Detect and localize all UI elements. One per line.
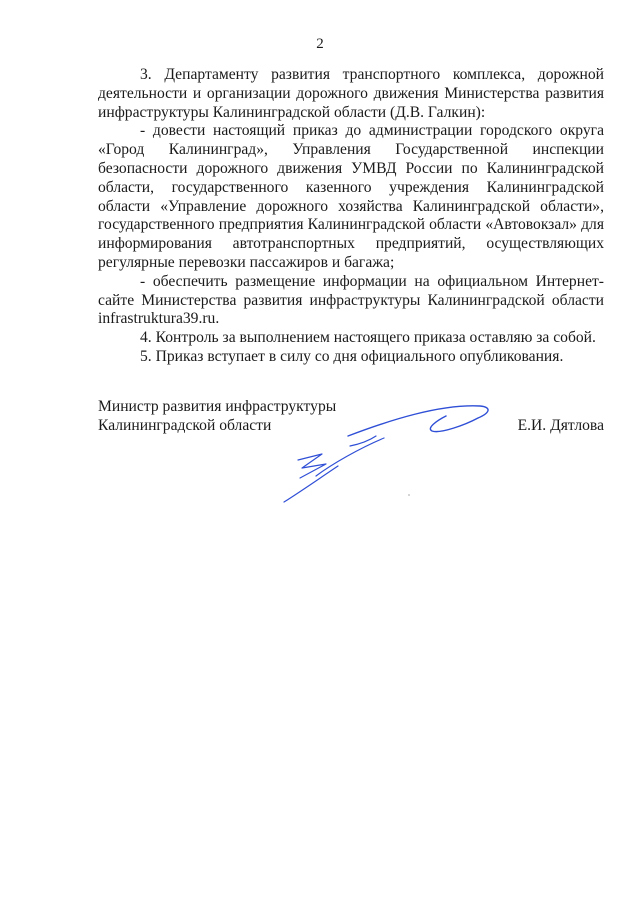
signer-title-line-2: Калининградской области [98,416,272,434]
handwritten-signature [280,398,495,510]
signer-name: Е.И. Дятлова [517,416,604,434]
signer-title-line-1: Министр развития инфраструктуры [98,398,337,415]
scan-speck [408,494,410,496]
paragraph-3-bullet-1: - довести настоящий приказ до администрации городского округа «Город Калининград», Управления Государственной инспекции безопасности дорожного движения УМВД России по Калининградской области, государственного казенного учреждения Калининградской области «Управление дорожного хозяйства Калининградской области», государственного предприятия Калининградской области «Автовокзал» для информирования автотранспортных предприятий, осуществляющих регулярные перевозки пассажиров и багажа; [98,122,604,271]
paragraph-3-bullet-2: - обеспечить размещение информации на официальном Интернет-сайте Министерства развития инфраструктуры Калининградской области infrastruktura39.ru. [98,272,604,328]
document-body [98,66,604,367]
paragraph-3: 3. Департаменту развития транспортного комплекса, дорожной деятельности и организации дорожного движения Министерства развития инфраструктуры Калининградской области (Д.В. Галкин): [98,66,604,121]
page-number: 2 [316,36,324,52]
paragraph-4: 4. Контроль за выполнением настоящего приказа оставляю за собой. [140,329,596,347]
paragraph-5: 5. Приказ вступает в силу со дня официального опубликования. [140,347,564,365]
